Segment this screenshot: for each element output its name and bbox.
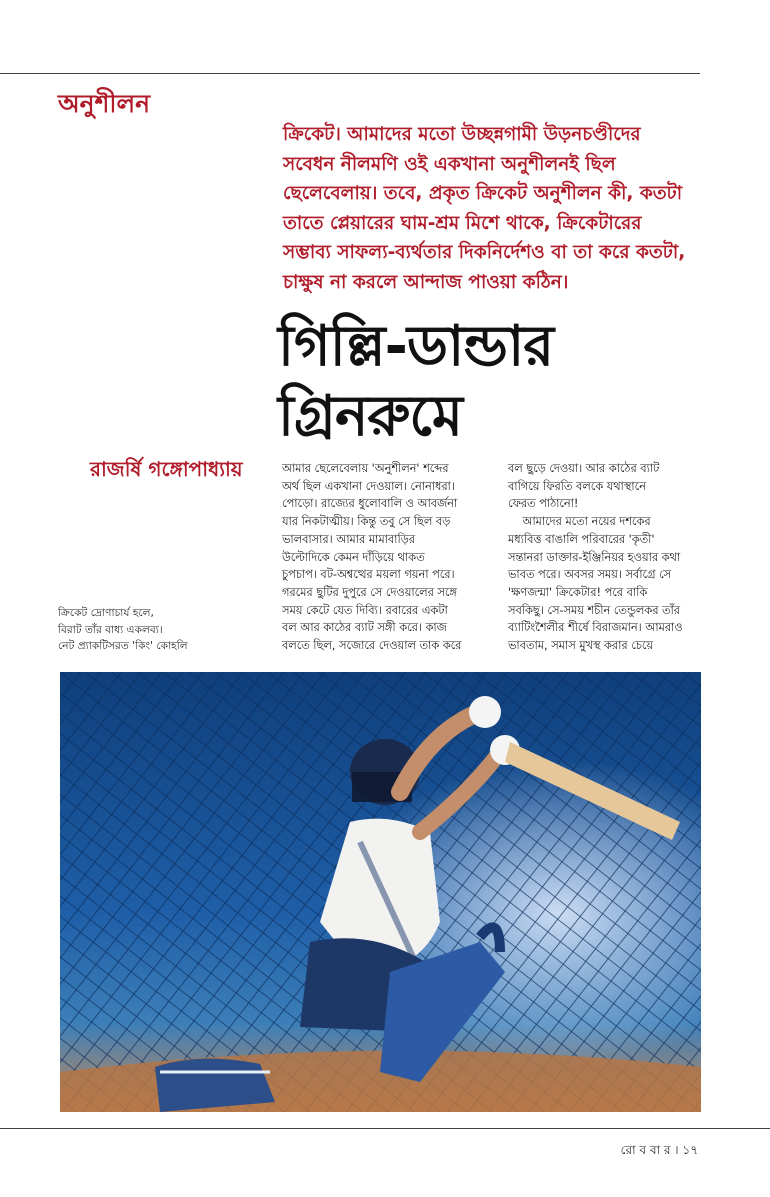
body-line: ভালবাসার। আমার মামাবাড়ির [282,532,415,546]
bottom-rule [0,1128,770,1129]
body-line: ভাবতাম, সমাস মুখস্থ করার চেয়ে [508,639,654,653]
standfirst-line: ছেলেবেলায়। তবে, প্রকৃত ক্রিকেট অনুশীলন কী, কতটা [283,183,683,204]
standfirst-line: সবেধন নীলমণি ওই একখানা অনুশীলনই ছিল [283,153,616,175]
body-column-2 [508,460,708,655]
body-line: সন্তানরা ডাক্তার-ইঞ্জিনিয়র হওয়ার কথা [508,550,681,564]
headline-line: গিল্লি-ডান্ডার [278,314,554,379]
body-line: পোড়ো। রাজ্যের ধুলোবালি ও আবর্জনা [282,497,458,511]
body-line: গরমের ছুটির দুপুরে সে দেওয়ালের সঙ্গে [282,585,457,599]
caption-line: বিরাট তাঁর বাধ্য একলব্য। [58,623,163,636]
body-line: চুপচাপ। বট-অশ্বত্থের ময়লা গয়না পরে। [282,568,455,582]
body-line: যার নিকটাত্মীয়। কিন্তু তবু সে ছিল বড় [282,515,451,529]
body-line: বাগিয়ে ফিরতি বলকে যথাস্থানে [508,479,646,493]
page-footer: রো ব বা র । ১৭ [620,1143,698,1157]
standfirst-line: তাতে প্লেয়ারের ঘাম-শ্রম মিশে থাকে, ক্রিকেটারের [283,212,642,234]
body-line: উল্টোদিকে কেমন দাঁড়িয়ে থাকত [282,550,425,564]
body-line: 'ক্ষণজন্মা' ক্রিকেটার! পরে বাকি [508,585,648,599]
body-line: সবকিছু। সে-সময় শচীন তেন্ডুলকর তাঁর [508,603,680,617]
body-line: মধ্যবিত্ত বাঙালি পরিবারের 'কৃতী' [508,532,655,546]
body-line: বল ছুড়ে দেওয়া। আর কাঠের ব্যাট [508,462,660,475]
body-column-1 [282,460,492,655]
photo-caption [58,605,188,655]
cricket-net-photo [60,672,701,1112]
body-line: আমাদের মতো নয়ের দশকের [508,515,651,529]
top-rule [0,73,700,74]
section-label: অনুশীলন [58,89,151,118]
byline: রাজর্ষি গঙ্গোপাধ্যায় [90,457,243,481]
headline-line: গ্রিনরুমে [278,384,462,449]
body-line: ফেরত পাঠানো! [508,497,579,511]
body-line: ভাবত পরে। অবসর সময়। সর্বাগ্রে সে [508,568,672,582]
body-line: বলতে ছিল, সজোরে দেওয়াল তাক করে [282,639,462,653]
standfirst-line: ক্রিকেট। আমাদের মতো উচ্ছন্নগামী উড়নচণ্ডীদের [283,124,641,145]
body-line: অর্থ ছিল একখানা দেওয়াল। নোনাধরা। [282,479,455,493]
headline [278,312,553,452]
caption-line: নেট প্র্যাকটিসরত 'কিং' কোহলি [58,640,188,652]
standfirst-line: সম্ভাব্য সাফল্য-ব্যর্থতার দিকনির্দেশও বা তা করে কতটা, [283,242,686,263]
body-line: সময় কেটে যেত দিব্যি। রবারের একটা [282,603,448,617]
body-line: ব্যাটিংশৈলীর শীর্ষে বিরাজমান। আমরাও [508,621,683,635]
caption-line: ক্রিকেট দ্রোণাচার্য হলে, [58,607,154,619]
body-line: বল আর কাঠের ব্যাট সঙ্গী করে। কাজ [282,621,447,635]
body-line: আমার ছেলেবেলায় 'অনুশীলন' শব্দের [282,462,449,475]
standfirst-line: চাক্ষুষ না করলে আন্দাজ পাওয়া কঠিন। [283,271,569,293]
standfirst [283,120,713,297]
